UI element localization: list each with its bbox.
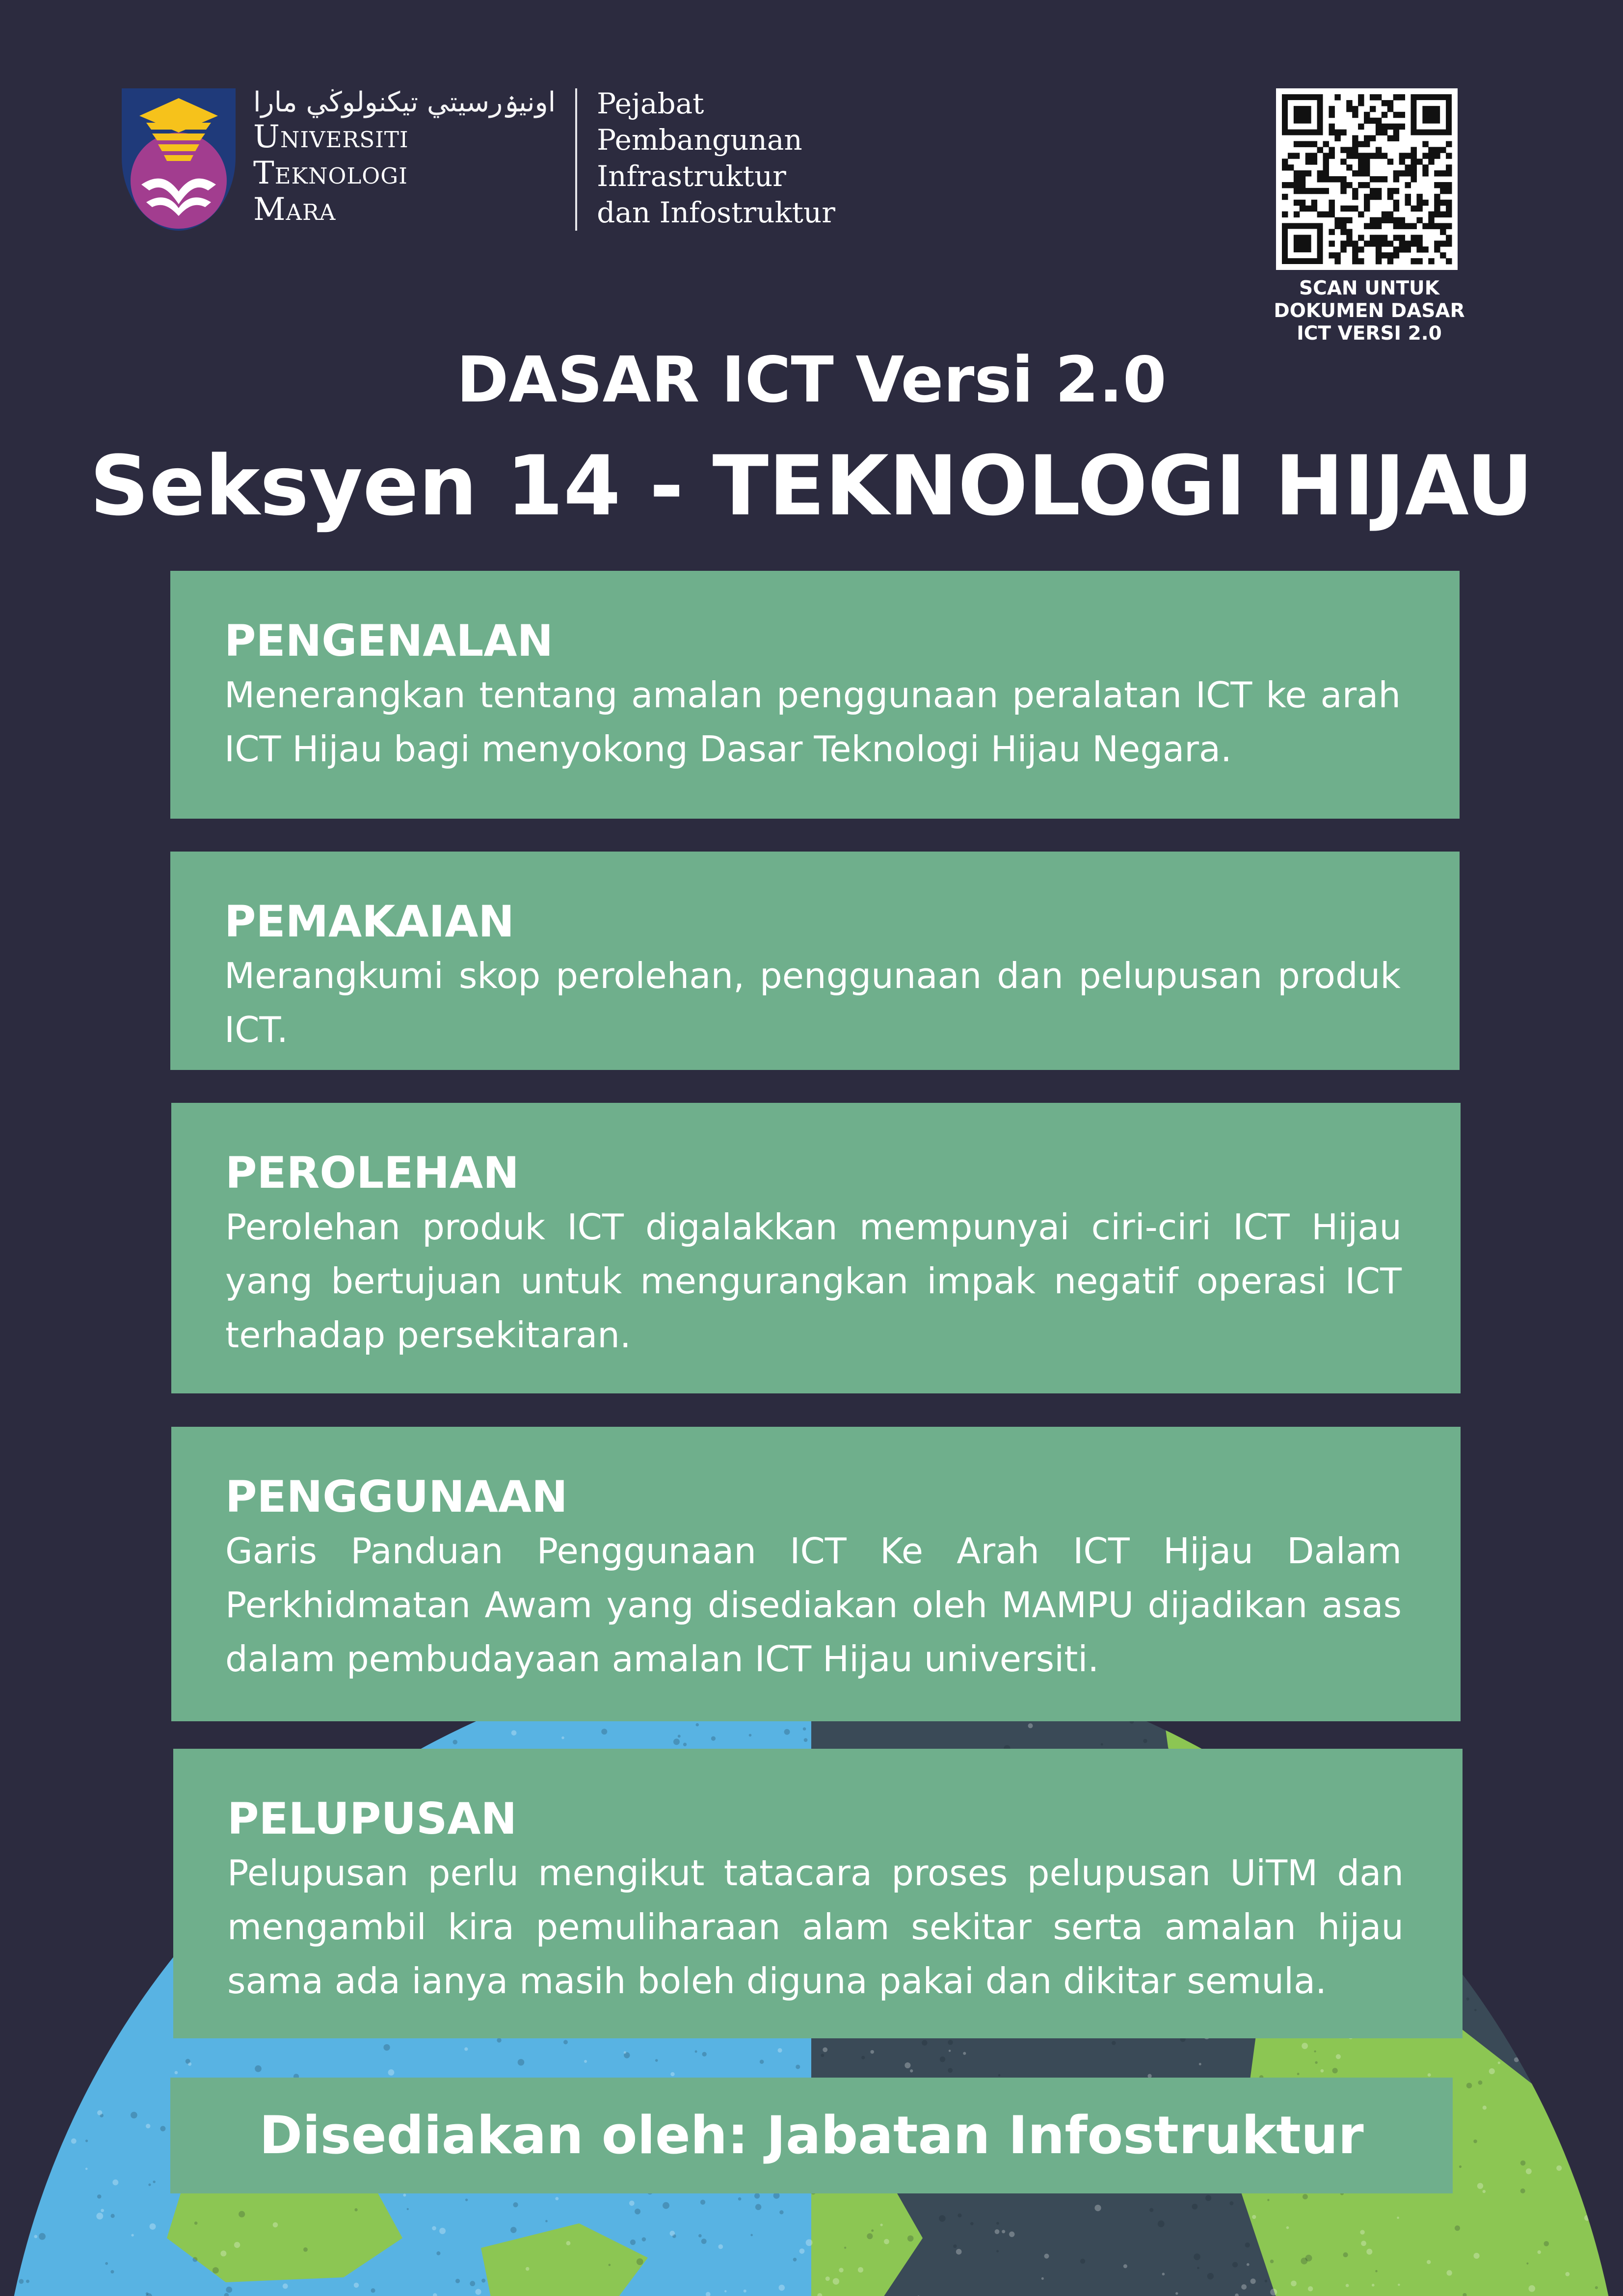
section-body: Pelupusan perlu mengikut tatacara proses pelupusan UiTM dan mengambil kira pemuliharaan alam sekitar serta amalan hijau sama ada ianya masih boleh diguna pakai dan dikitar semula.	[227, 1852, 1404, 2002]
section-body: Perolehan produk ICT digalakkan mempunyai ciri-ciri ICT Hijau yang bertujuan untuk mengurangkan impak negatif operasi ICT terhadap persekitaran.	[225, 1206, 1402, 1356]
qr-caption: SCAN UNTUK DOKUMEN DASAR ICT VERSI 2.0	[1274, 277, 1465, 345]
section-card-pengenalan	[170, 571, 1460, 819]
section-card-pemakaian	[170, 852, 1460, 1070]
section-card-penggunaan	[171, 1427, 1461, 1721]
qr-code[interactable]	[1276, 88, 1458, 270]
section-card-pelupusan	[173, 1749, 1463, 2038]
section-body: Merangkumi skop perolehan, penggunaan dan pelupusan produk ICT.	[224, 955, 1401, 1050]
qr-code-icon	[1276, 88, 1458, 270]
logo-divider	[575, 88, 577, 231]
department-line-2: Pembangunan	[597, 123, 802, 157]
department-name	[597, 85, 835, 231]
department-line-4: dan Infostruktur	[597, 196, 836, 229]
section-card-perolehan	[171, 1103, 1461, 1393]
section-body: Garis Panduan Penggunaan ICT Ke Arah ICT Hijau Dalam Perkhidmatan Awam yang disediakan oleh MAMPU dijadikan asas dalam pembudayaan amalan ICT Hijau universiti.	[225, 1530, 1402, 1680]
university-line-1: Universiti	[253, 119, 409, 155]
section-heading: PELUPUSAN	[227, 1793, 517, 1844]
section-heading: PEMAKAIAN	[224, 896, 515, 947]
university-line-2: Teknologi	[253, 155, 408, 191]
section-heading: PEROLEHAN	[225, 1148, 519, 1198]
policy-title: DASAR ICT Versi 2.0	[456, 344, 1167, 417]
section-body: Menerangkan tentang amalan penggunaan peralatan ICT ke arah ICT Hijau bagi menyokong Dasar Teknologi Hijau Negara.	[224, 674, 1401, 770]
department-line-1: Pejabat	[597, 87, 704, 120]
university-line-3: Mara	[253, 191, 336, 228]
header-logo	[122, 88, 835, 236]
department-line-3: Infrastruktur	[597, 160, 786, 193]
prepared-by-footer: Disediakan oleh: Jabatan Infostruktur	[170, 2078, 1453, 2193]
university-name	[253, 86, 556, 228]
section-heading: PENGENALAN	[224, 615, 554, 666]
university-jawi-name: اونيۏرسيتي تيكنولوڬي مارا	[253, 86, 556, 118]
uitm-crest-icon	[122, 88, 236, 231]
section-heading: PENGGUNAAN	[225, 1471, 568, 1522]
section-title: Seksyen 14 - TEKNOLOGI HIJAU	[89, 438, 1534, 534]
